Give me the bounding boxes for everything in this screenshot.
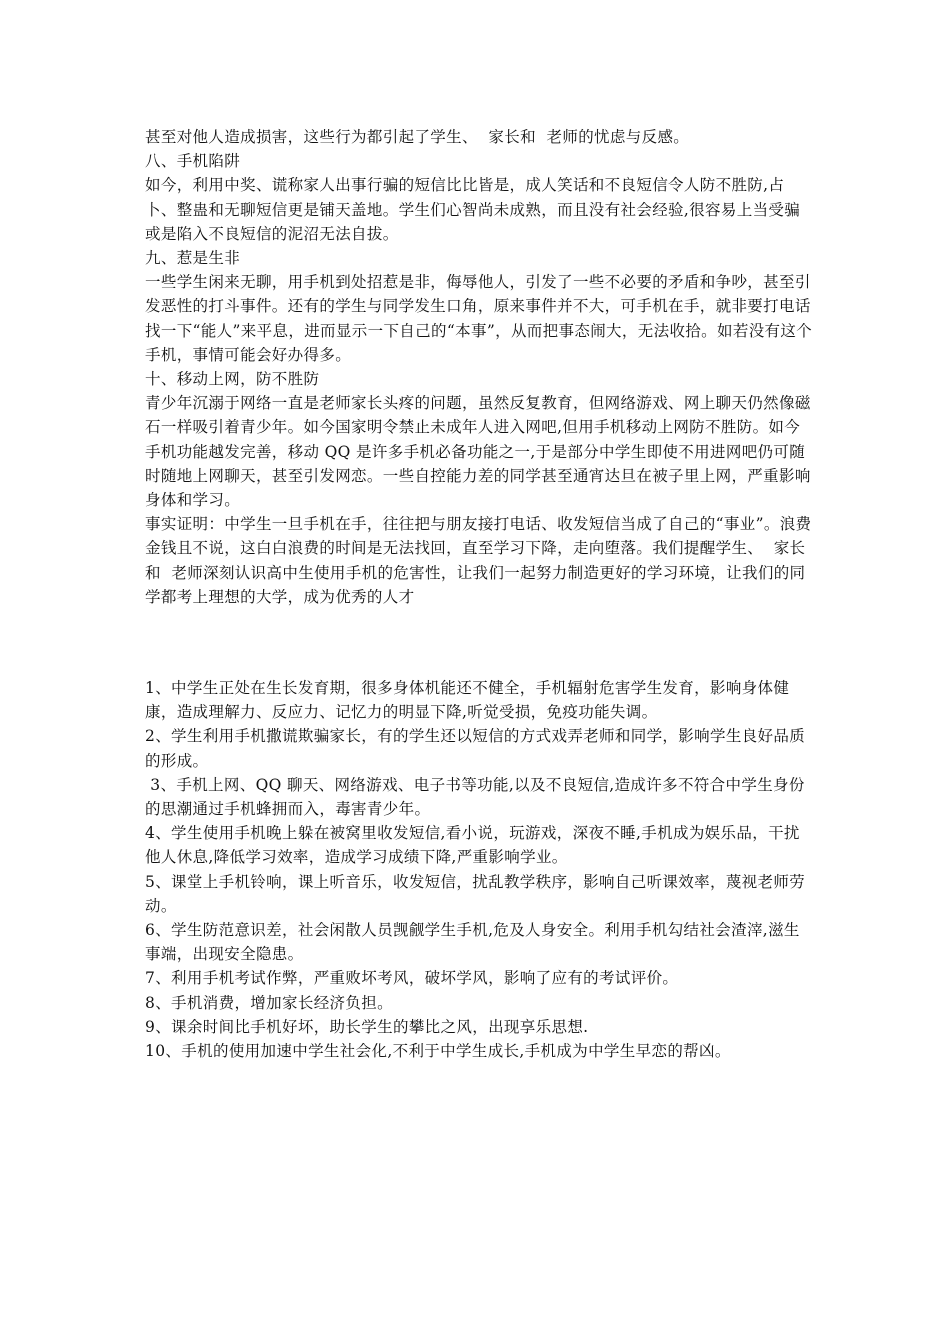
- paragraph-section-10: 青少年沉溺于网络一直是老师家长头疼的问题，虽然反复教育，但网络游戏、网上聊天仍然像磁石一样吸引着青少年。如今国家明令禁止未成年人进入网吧,但用手机移动上网防不胜防。如今手机功能越发完善，移动 QQ 是许多手机必备功能之一,于是部分中学生即使不用进网吧仍可随时随地上网聊天，甚至引发网恋。一些自控能力差的同学甚至通宵达旦在被子里上网，严重影响身体和学习。: [145, 394, 811, 510]
- list-item: 10、手机的使用加速中学生社会化,不利于中学生成长,手机成为中学生早恋的帮凶。: [145, 1042, 731, 1061]
- list-item: 2、学生利用手机撒谎欺骗家长，有的学生还以短信的方式戏弄老师和同学，影响学生良好品质的形成。: [145, 727, 806, 770]
- paragraph-section-8: 如今，利用中奖、谎称家人出事行骗的短信比比皆是，成人笑话和不良短信令人防不胜防,占卜、整蛊和无聊短信更是铺天盖地。学生们心智尚未成熟，而且没有社会经验,很容易上当受骗或是陷入不良短信的泥沼无法自拔。: [145, 176, 801, 243]
- list-item: 9、课余时间比手机好坏，助长学生的攀比之风，出现享乐思想.: [145, 1017, 589, 1036]
- harm-list: [145, 676, 815, 1063]
- list-item: 7、利用手机考试作弊，严重败坏考风，破坏学风，影响了应有的考试评价。: [145, 969, 679, 988]
- article-body: [145, 125, 815, 609]
- list-item: 5、课堂上手机铃响，课上听音乐，收发短信，扰乱教学秩序，影响自己听课效率，蔑视老师劳动。: [145, 872, 806, 915]
- list-item: 8、手机消费，增加家长经济负担。: [145, 993, 393, 1012]
- list-item: 3、手机上网、QQ 聊天、网络游戏、电子书等功能,以及不良短信,造成许多不符合中学生身份的思潮通过手机蜂拥而入，毒害青少年。: [145, 775, 805, 819]
- list-item: 1、中学生正处在生长发育期，很多身体机能还不健全，手机辐射危害学生发育，影响身体健康，造成理解力、反应力、记忆力的明显下降,听觉受损，免疫功能失调。: [145, 679, 790, 722]
- paragraph-continuation: 甚至对他人造成损害，这些行为都引起了学生、 家长和 老师的忧虑与反感。: [145, 128, 690, 146]
- paragraph-conclusion: 事实证明：中学生一旦手机在手，往往把与朋友接打电话、收发短信当成了自己的“事业”。浪费金钱且不说，这白白浪费的时间是无法找回，直至学习下降，走向堕落。我们提醒学生、 家长和 老师深刻认识高中生使用手机的危害性，让我们一起努力制造更好的学习环境，让我们的同学都考上理想的大学，成为优秀的人才: [145, 515, 812, 606]
- section-heading-8: 八、手机陷阱: [145, 152, 241, 171]
- section-heading-9: 九、惹是生非: [145, 249, 241, 268]
- list-item: 6、学生防范意识差，社会闲散人员觊觎学生手机,危及人身安全。利用手机勾结社会渣滓,滋生事端，出现安全隐患。: [145, 921, 800, 964]
- paragraph-section-9: 一些学生闲来无聊，用手机到处招惹是非，侮辱他人，引发了一些不必要的矛盾和争吵，甚至引发恶性的打斗事件。还有的学生与同学发生口角，原来事件并不大，可手机在手，就非要打电话找一下“能人”来平息，进而显示一下自己的“本事”，从而把事态闹大，无法收拾。如若没有这个手机，事情可能会好办得多。: [145, 273, 813, 364]
- section-heading-10: 十、移动上网，防不胜防: [145, 370, 320, 389]
- list-item: 4、学生使用手机晚上躲在被窝里收发短信,看小说，玩游戏，深夜不睡,手机成为娱乐品，干扰他人休息,降低学习效率，造成学习成绩下降,严重影响学业。: [145, 824, 800, 867]
